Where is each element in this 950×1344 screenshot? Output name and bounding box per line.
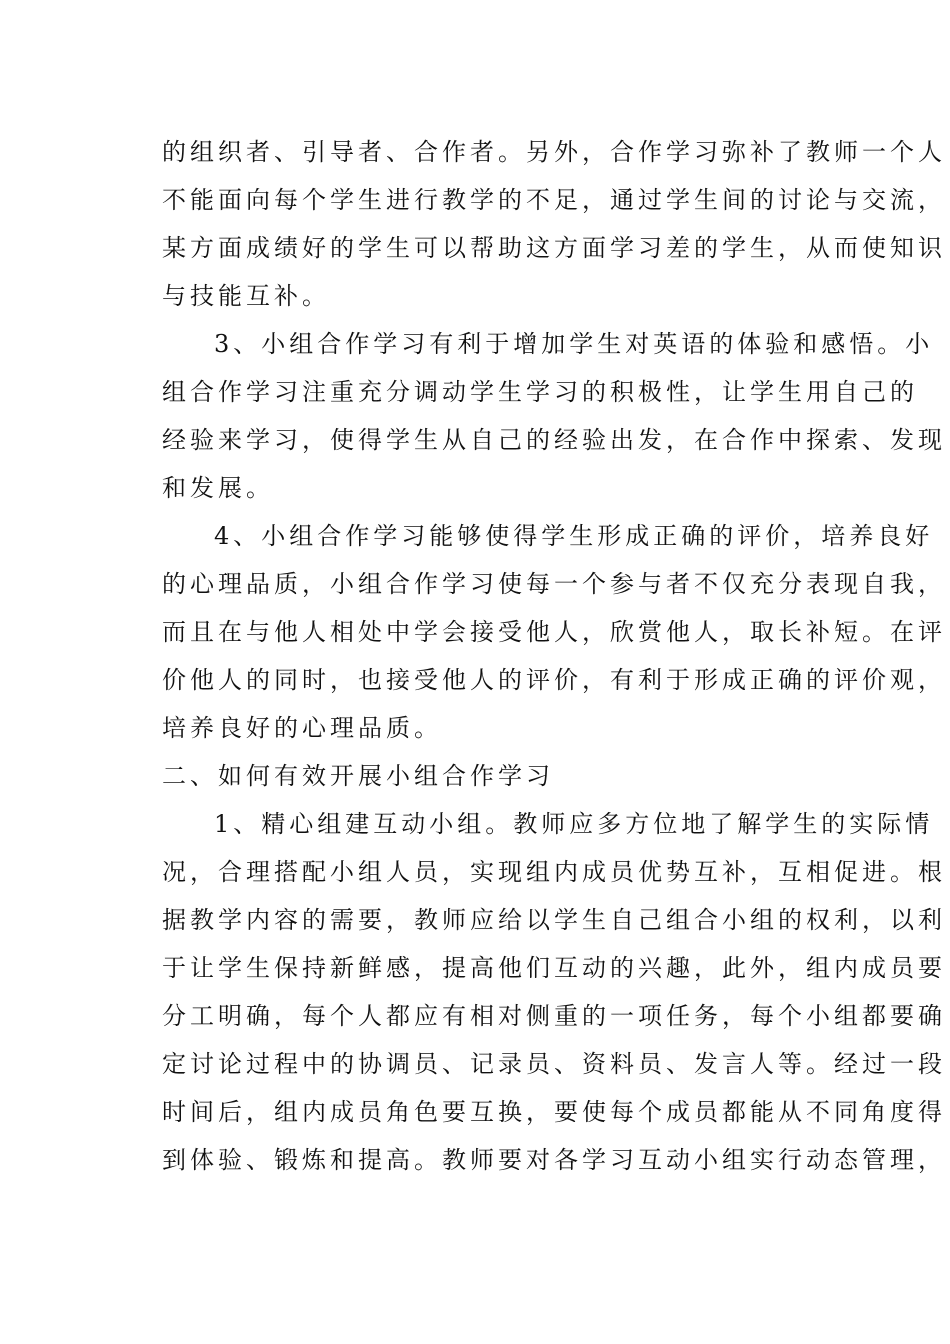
- paragraph-continuation: [162, 128, 946, 320]
- text-line: 定讨论过程中的协调员、记录员、资料员、发言人等。经过一段: [162, 1050, 946, 1078]
- text-line: 不能面向每个学生进行教学的不足，通过学生间的讨论与交流，: [162, 186, 946, 214]
- text-line: 而且在与他人相处中学会接受他人，欣赏他人，取长补短。在评: [162, 618, 946, 646]
- text-line: 与技能互补。: [162, 282, 330, 310]
- text-line: 分工明确，每个人都应有相对侧重的一项任务，每个小组都要确: [162, 1002, 946, 1030]
- text-line: 某方面成绩好的学生可以帮助这方面学习差的学生，从而使知识: [162, 234, 946, 262]
- text-line: 和发展。: [162, 474, 274, 502]
- section-heading: [162, 752, 888, 800]
- document-body: [162, 128, 946, 1184]
- text-line: 3、小组合作学习有利于增加学生对英语的体验和感悟。小: [214, 330, 934, 358]
- text-line: 时间后，组内成员角色要互换，要使每个成员都能从不同角度得: [162, 1098, 946, 1126]
- text-line: 经验来学习，使得学生从自己的经验出发，在合作中探索、发现: [162, 426, 946, 454]
- text-line: 据教学内容的需要，教师应给以学生自己组合小组的权利，以利: [162, 906, 946, 934]
- text-line: 培养良好的心理品质。: [162, 714, 442, 742]
- paragraph-point-3: [162, 320, 946, 512]
- text-line: 到体验、锻炼和提高。教师要对各学习互动小组实行动态管理，: [162, 1146, 946, 1174]
- heading-text: 二、如何有效开展小组合作学习: [162, 762, 554, 790]
- text-line: 的组织者、引导者、合作者。另外，合作学习弥补了教师一个人: [162, 138, 946, 166]
- text-line: 的心理品质，小组合作学习使每一个参与者不仅充分表现自我，: [162, 570, 946, 598]
- text-line: 1、精心组建互动小组。教师应多方位地了解学生的实际情: [214, 810, 934, 838]
- paragraph-point-4: [162, 512, 946, 752]
- text-line: 于让学生保持新鲜感，提高他们互动的兴趣，此外，组内成员要: [162, 954, 946, 982]
- text-line: 价他人的同时，也接受他人的评价，有利于形成正确的评价观，: [162, 666, 946, 694]
- text-line: 4、小组合作学习能够使得学生形成正确的评价，培养良好: [214, 522, 934, 550]
- text-line: 况，合理搭配小组人员，实现组内成员优势互补，互相促进。根: [162, 858, 946, 886]
- paragraph-point-1: [162, 800, 946, 1184]
- text-line: 组合作学习注重充分调动学生学习的积极性，让学生用自己的: [162, 378, 918, 406]
